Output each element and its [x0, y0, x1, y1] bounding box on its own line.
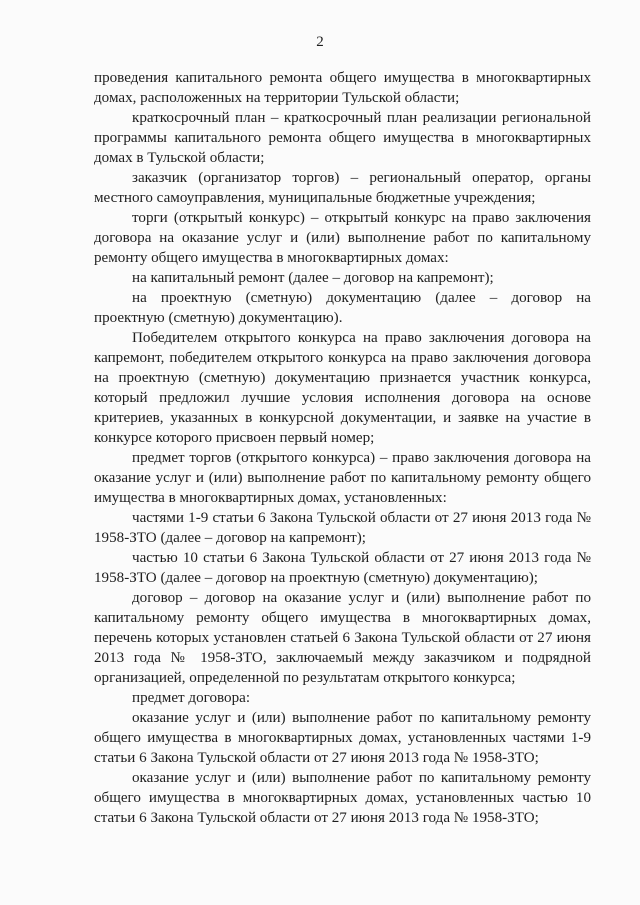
- paragraph: договор – договор на оказание услуг и (или) выполнение работ по капитальному ремонту общего имущества в многоквартирных домах, перечень которых установлен статьей 6 Закона Тульской области от 27 июня 2013 года № 1958-ЗТО, заключаемый между заказчиком и подрядной организацией, определенной по результатам открытого конкурса;: [94, 590, 591, 686]
- paragraph: краткосрочный план – краткосрочный план реализации региональной программы капитального ремонта общего имущества в многоквартирных домах в Тульской области;: [94, 110, 591, 166]
- paragraph: на проектную (сметную) документацию (далее – договор на проектную (сметную) документацию).: [94, 290, 591, 326]
- paragraph: частями 1-9 статьи 6 Закона Тульской области от 27 июня 2013 года № 1958-ЗТО (далее – договор на капремонт);: [94, 510, 591, 546]
- paragraph: проведения капитального ремонта общего имущества в многоквартирных домах, расположенных на территории Тульской области;: [94, 70, 591, 106]
- document-body: [94, 68, 591, 828]
- paragraph: заказчик (организатор торгов) – региональный оператор, органы местного самоуправления, муниципальные бюджетные учреждения;: [94, 170, 591, 206]
- page-number: 2: [316, 34, 324, 50]
- paragraph: на капитальный ремонт (далее – договор на капремонт);: [132, 270, 494, 286]
- paragraph: предмет торгов (открытого конкурса) – право заключения договора на оказание услуг и (или) выполнение работ по капитальному ремонту общего имущества в многоквартирных домах, установленных:: [94, 450, 591, 506]
- paragraph: Победителем открытого конкурса на право заключения договора на капремонт, победителем открытого конкурса на право заключения договора на проектную (сметную) документацию признается участник конкурса, который предложил лучшие условия исполнения договора на основе критериев, указанных в конкурсной документации, и заявке на участие в конкурсе которого присвоен первый номер;: [94, 330, 591, 446]
- paragraph: оказание услуг и (или) выполнение работ по капитальному ремонту общего имущества в многоквартирных домах, установленных частью 10 статьи 6 Закона Тульской области от 27 июня 2013 года № 1958-ЗТО;: [94, 770, 591, 826]
- paragraph: оказание услуг и (или) выполнение работ по капитальному ремонту общего имущества в многоквартирных домах, установленных частями 1-9 статьи 6 Закона Тульской области от 27 июня 2013 года № 1958-ЗТО;: [94, 710, 591, 766]
- paragraph: торги (открытый конкурс) – открытый конкурс на право заключения договора на оказание услуг и (или) выполнение работ по капитальному ремонту общего имущества в многоквартирных домах:: [94, 210, 591, 266]
- paragraph: частью 10 статьи 6 Закона Тульской области от 27 июня 2013 года № 1958-ЗТО (далее – договор на проектную (сметную) документацию);: [94, 550, 591, 586]
- paragraph: предмет договора:: [132, 690, 251, 706]
